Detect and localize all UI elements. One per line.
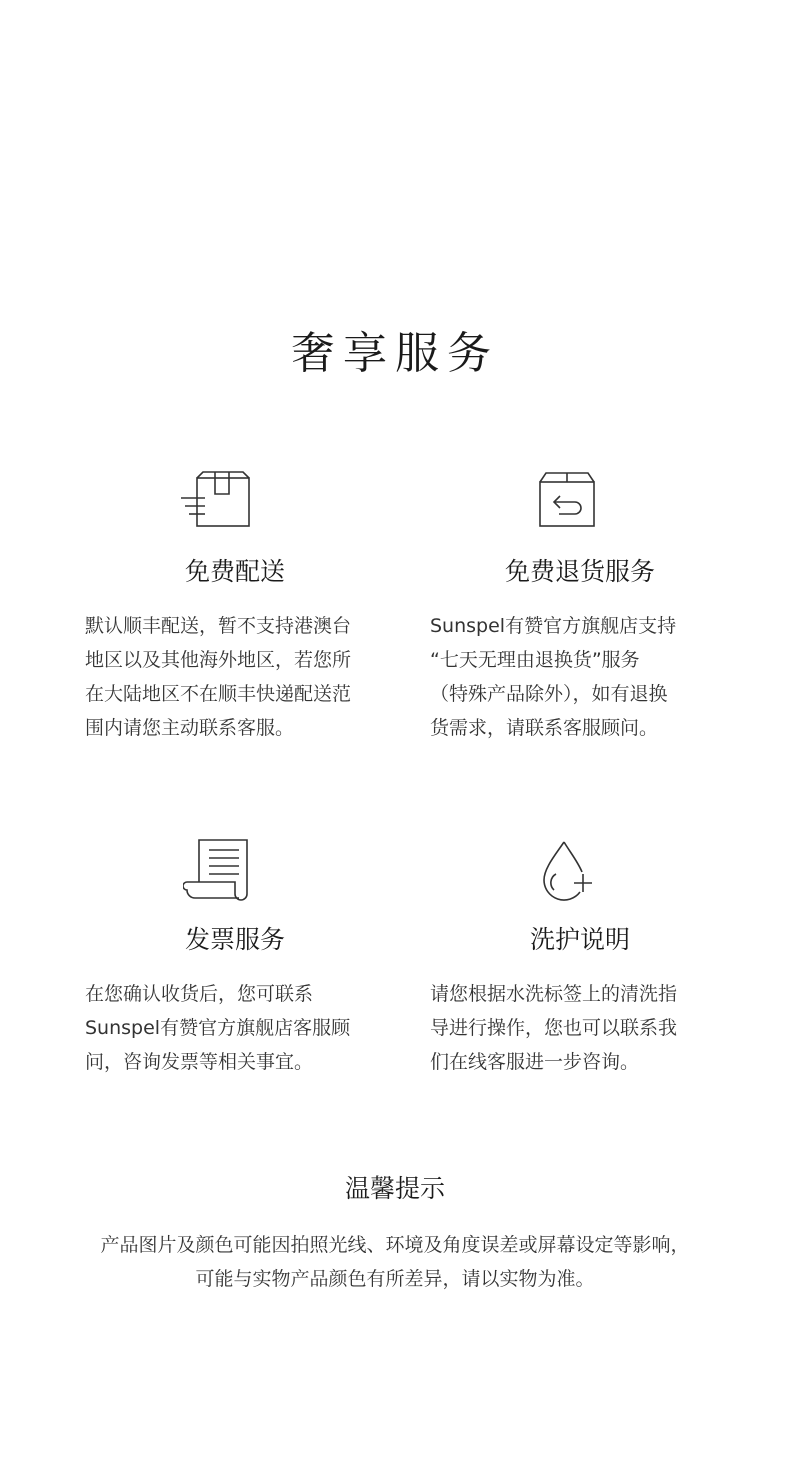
description-line: （特殊产品除外），如有退换 bbox=[430, 683, 668, 705]
page-title: 奢享服务 bbox=[291, 328, 499, 379]
water-drop-icon bbox=[430, 838, 730, 902]
notice-line: 可能与实物产品颜色有所差异，请以实物为准。 bbox=[195, 1268, 595, 1290]
description-line: 请您根据水洗标签上的清洗指 bbox=[430, 983, 678, 1005]
notice-text bbox=[0, 1228, 790, 1296]
return-box-icon bbox=[430, 470, 730, 534]
service-title: 免费退货服务 bbox=[504, 557, 655, 586]
description-line: 在您确认收货后，您可联系 bbox=[85, 983, 314, 1005]
notice-title: 温馨提示 bbox=[344, 1174, 445, 1203]
description-line: “七天无理由退换货”服务 bbox=[430, 649, 640, 671]
service-description bbox=[430, 977, 720, 1079]
service-title: 免费配送 bbox=[184, 557, 285, 586]
description-line: 地区以及其他海外地区，若您所 bbox=[85, 649, 352, 671]
description-line: 货需求，请联系客服顾问。 bbox=[430, 717, 659, 739]
description-line: 围内请您主动联系客服。 bbox=[85, 717, 295, 739]
notice-line: 产品图片及颜色可能因拍照光线、环境及角度误差或屏幕设定等影响， bbox=[100, 1234, 690, 1256]
invoice-receipt-icon bbox=[85, 838, 385, 902]
description-line: 问，咨询发票等相关事宜。 bbox=[85, 1051, 314, 1073]
description-line: 们在线客服进一步咨询。 bbox=[430, 1051, 640, 1073]
service-description bbox=[85, 977, 375, 1079]
description-line: Sunspel有赞官方旗舰店支持 bbox=[430, 615, 677, 637]
description-line: 默认顺丰配送，暂不支持港澳台 bbox=[85, 615, 352, 637]
description-line: 在大陆地区不在顺丰快递配送范 bbox=[85, 683, 352, 705]
service-description bbox=[430, 609, 720, 745]
service-description bbox=[85, 609, 375, 745]
delivery-box-icon bbox=[85, 470, 385, 534]
service-title: 洗护说明 bbox=[529, 925, 630, 954]
description-line: 导进行操作，您也可以联系我 bbox=[430, 1017, 678, 1039]
service-title: 发票服务 bbox=[184, 925, 285, 954]
description-line: Sunspel有赞官方旗舰店客服顾 bbox=[85, 1017, 351, 1039]
